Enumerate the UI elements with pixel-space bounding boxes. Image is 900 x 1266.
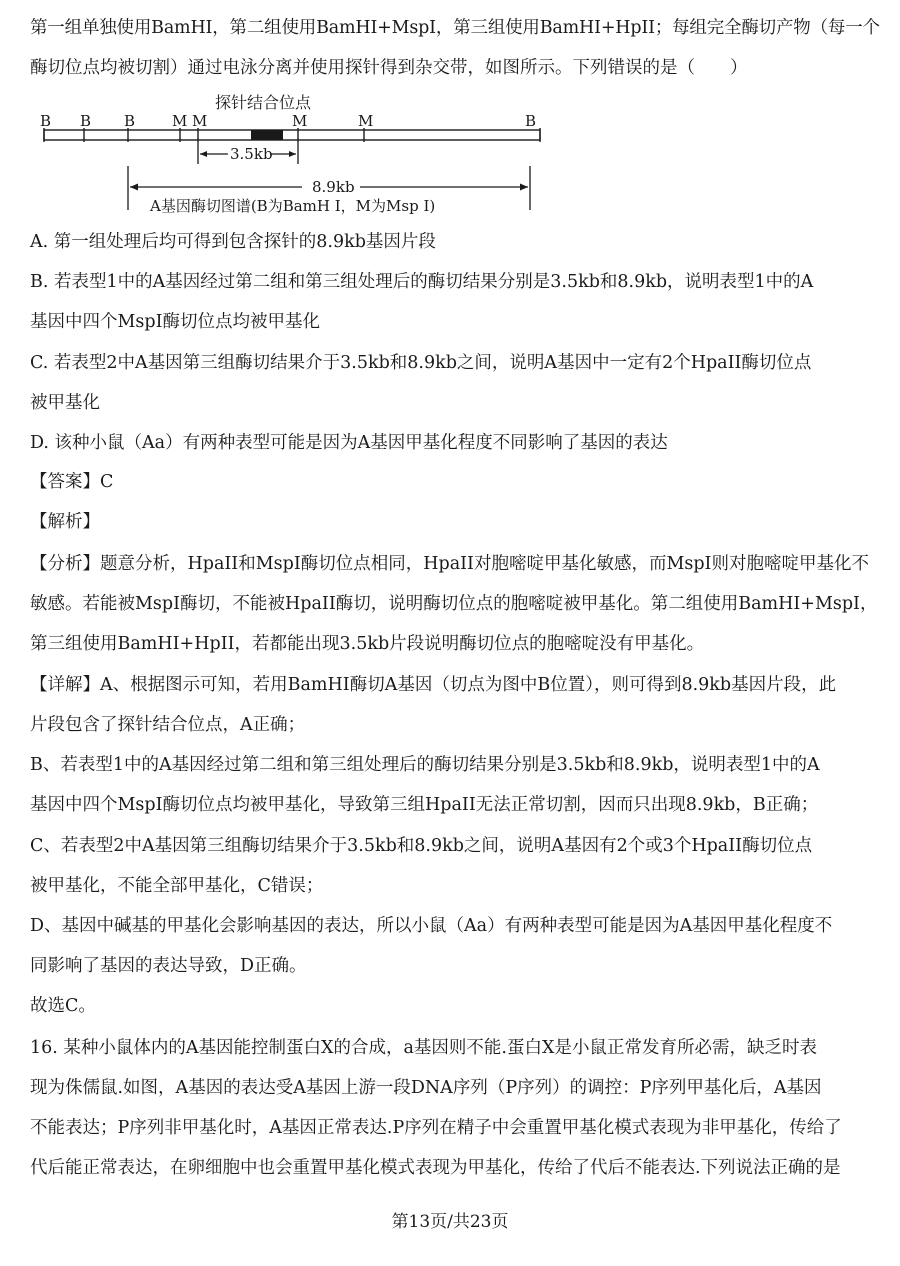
restriction-map-diagram <box>30 88 550 218</box>
conclusion: 故选C。 <box>30 996 96 1016</box>
site-label-b3: B <box>124 112 136 130</box>
detail-a-line-2: 片段包含了探针结合位点，A正确； <box>30 715 306 735</box>
site-label-b1: B <box>40 112 52 130</box>
site-label-m3: M <box>292 112 308 130</box>
question-16-line-2: 现为侏儒鼠.如图，A基因的表达受A基因上游一段DNA序列（P序列）的调控：P序列甲基化后，A基因 <box>30 1078 822 1098</box>
page-footer: 第13页/共23页 <box>391 1212 509 1232</box>
question-line-2: 酶切位点均被切割）通过电泳分离并使用探针得到杂交带，如图所示。下列错误的是（ ） <box>30 58 748 78</box>
option-c-line-1: C. 若表型2中A基因第三组酶切结果介于3.5kb和8.9kb之间，说明A基因中一定有2个HpaII酶切位点 <box>30 353 812 373</box>
detail-c-line-2: 被甲基化，不能全部甲基化，C错误； <box>30 876 324 896</box>
option-d: D. 该种小鼠（Aa）有两种表型可能是因为A基因甲基化程度不同影响了基因的表达 <box>30 433 668 453</box>
question-16-line-4: 代后能正常表达，在卵细胞中也会重置甲基化模式表现为甲基化，传给了代后不能表达.下列说法正确的是 <box>30 1158 841 1178</box>
long-length-label: 8.9kb <box>312 178 355 196</box>
question-16-line-3: 不能表达；P序列非甲基化时，A基因正常表达.P序列在精子中会重置甲基化模式表现为非甲基化，传给了 <box>30 1118 842 1138</box>
analysis-line-3: 第三组使用BamHI+HpII，若都能出现3.5kb片段说明酶切位点的胞嘧啶没有甲基化。 <box>30 634 705 654</box>
site-label-m1: M <box>172 112 188 130</box>
detail-a-line-1: 【详解】A、根据图示可知，若用BamHI酶切A基因（切点为图中B位置），则可得到8.9kb基因片段，此 <box>30 675 837 695</box>
option-a: A. 第一组处理后均可得到包含探针的8.9kb基因片段 <box>30 232 436 252</box>
probe-binding-region <box>251 130 283 140</box>
detail-d-line-2: 同影响了基因的表达导致，D正确。 <box>30 956 307 976</box>
explanation-heading: 【解析】 <box>30 512 100 532</box>
detail-c-line-1: C、若表型2中A基因第三组酶切结果介于3.5kb和8.9kb之间，说明A基因有2个或3个HpaII酶切位点 <box>30 836 813 856</box>
detail-d-line-1: D、基因中碱基的甲基化会影响基因的表达，所以小鼠（Aa）有两种表型可能是因为A基因甲基化程度不 <box>30 916 833 936</box>
site-label-m4: M <box>358 112 374 130</box>
gene-bar <box>44 130 540 140</box>
option-b-line-2: 基因中四个MspI酶切位点均被甲基化 <box>30 312 321 332</box>
option-b-line-1: B. 若表型1中的A基因经过第二组和第三组处理后的酶切结果分别是3.5kb和8.9kb，说明表型1中的A <box>30 272 814 292</box>
site-label-m2: M <box>192 112 208 130</box>
diagram-caption: A基因酶切图谱(B为BamH Ⅰ，M为Msp Ⅰ) <box>150 197 436 215</box>
site-label-b2: B <box>80 112 92 130</box>
question-line-1: 第一组单独使用BamHI，第二组使用BamHI+MspI，第三组使用BamHI+HpII；每组完全酶切产物（每一个 <box>30 18 880 38</box>
short-length-label: 3.5kb <box>230 145 273 163</box>
site-label-b4: B <box>525 112 537 130</box>
option-c-line-2: 被甲基化 <box>30 393 100 413</box>
analysis-line-2: 敏感。若能被MspI酶切，不能被HpaII酶切，说明酶切位点的胞嘧啶被甲基化。第二组使用BamHI+MspI， <box>30 594 878 614</box>
detail-b-line-2: 基因中四个MspI酶切位点均被甲基化，导致第三组HpaII无法正常切割，因而只出现8.9kb，B正确； <box>30 795 819 815</box>
answer-label: 【答案】C <box>30 472 114 492</box>
question-16-line-1: 16. 某种小鼠体内的A基因能控制蛋白X的合成，a基因则不能.蛋白X是小鼠正常发育所必需，缺乏时表 <box>30 1038 817 1058</box>
probe-label: 探针结合位点 <box>215 93 312 112</box>
detail-b-line-1: B、若表型1中的A基因经过第二组和第三组处理后的酶切结果分别是3.5kb和8.9kb，说明表型1中的A <box>30 755 820 775</box>
analysis-line-1: 【分析】题意分析，HpaII和MspI酶切位点相同，HpaII对胞嘧啶甲基化敏感，而MspI则对胞嘧啶甲基化不 <box>30 554 869 574</box>
